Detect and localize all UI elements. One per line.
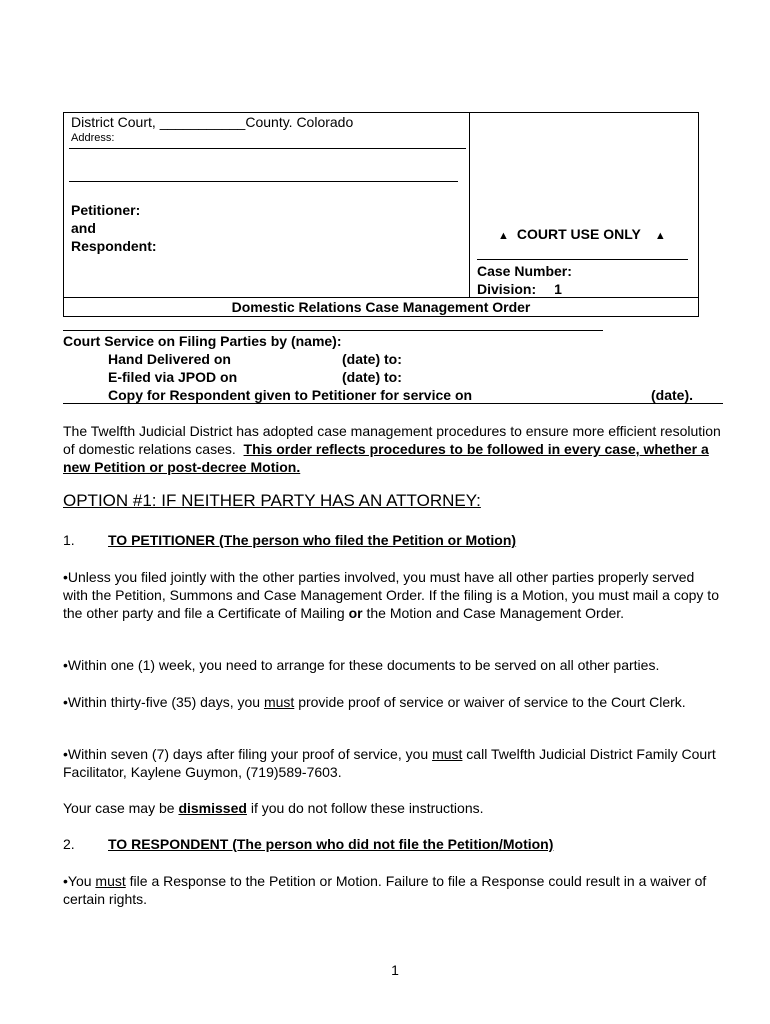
section1-bullet1: •Unless you filed jointly with the other parties involved, you must have all other parties properly served with the Petition, Summons and Case Management Order. If the filing is a Motion, you must mail a copy to the other party and file a Certificate of Mailing or the Motion and Case Management Order. [63,569,719,621]
page-number: 1 [391,962,399,978]
section2-title: TO RESPONDENT (The person who did not file the Petition/Motion) [108,836,554,852]
hand-delivered-date: (date) to: [342,351,402,367]
copy-date: (date). [651,387,693,403]
address-line-1 [69,148,466,149]
court-use-divider [477,259,688,260]
hand-delivered-label: Hand Delivered on [108,351,231,367]
division-field: Division: 1 [477,281,562,297]
copy-underline [63,403,723,404]
copy-for-respondent-line: Copy for Respondent given to Petitioner for service on [108,387,473,403]
section2-bullet1: •You must file a Response to the Petition or Motion. Failure to file a Response could result in a waiver of certain rights. [63,873,707,907]
address-line-2 [69,181,458,182]
order-title: Domestic Relations Case Management Order [231,299,531,315]
section1-title: TO PETITIONER (The person who filed the Petition or Motion) [108,532,517,548]
and-label: and [71,220,96,236]
address-label: Address: [71,132,115,144]
section2-number: 2. [63,836,75,852]
section1-bullet2: •Within one (1) week, you need to arrange for these documents to be served on all other parties. [63,657,660,673]
dismiss-warning: Your case may be dismissed if you do not follow these instructions. [63,800,484,816]
efiled-date: (date) to: [342,369,402,385]
case-number-label: Case Number: [477,263,572,279]
section1-number: 1. [63,532,75,548]
intro-paragraph: The Twelfth Judicial District has adopted case management procedures to ensure more efficient resolution of domestic relations cases. This order reflects procedures to be followed in every case, whether a new Petition or post-decree Motion. [63,423,721,475]
option1-heading: OPTION #1: IF NEITHER PARTY HAS AN ATTORNEY: [63,491,481,510]
court-line: District Court, ___________County. Colorado [71,114,354,130]
section1-bullet3: •Within thirty-five (35) days, you must provide proof of service or waiver of service to the Court Clerk. [63,694,686,710]
petitioner-label: Petitioner: [71,202,141,218]
section1-bullet4: •Within seven (7) days after filing your proof of service, you must call Twelfth Judicial District Family Court Facilitator, Kaylene Guymon, (719)589-7603. [63,746,716,780]
spade-icon-left: ▲ [498,230,509,242]
service-heading: Court Service on Filing Parties by (name): [63,333,342,349]
respondent-label: Respondent: [71,238,157,254]
court-use-only: ▲ COURT USE ONLY ▲ [498,226,666,242]
spade-icon-right: ▲ [654,230,666,242]
service-top-rule [63,330,603,331]
efiled-label: E-filed via JPOD on [108,369,238,385]
